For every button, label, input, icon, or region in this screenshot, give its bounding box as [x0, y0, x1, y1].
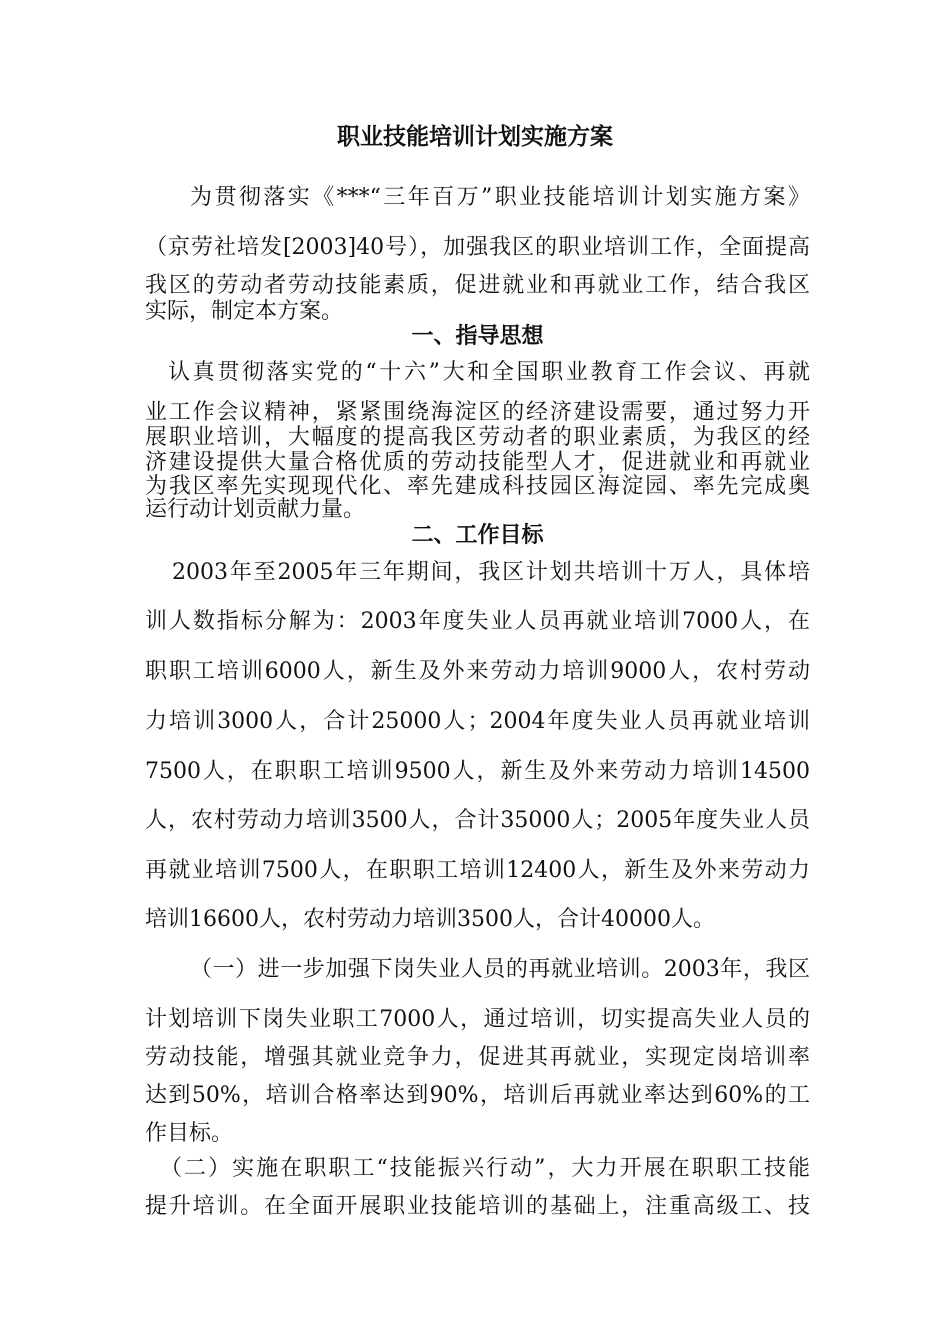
section-heading-work-goals: 二、工作目标	[411, 522, 544, 548]
item1-line-5: 作目标。	[145, 1121, 234, 1146]
item1-line-4: 达到50%，培训合格率达到90%，培训后再就业率达到60%的工	[145, 1083, 810, 1108]
section1-line-3: 展职业培训，大幅度的提高我区劳动者的职业素质，为我区的经	[145, 425, 810, 450]
section1-line-1: 认真贯彻落实党的“十六”大和全国职业教育工作会议、再就	[168, 360, 810, 385]
section2-line-5: 7500人，在职职工培训9500人，新生及外来劳动力培训14500	[145, 759, 810, 784]
section2-line-1: 2003年至2005年三年期间，我区计划共培训十万人，具体培	[172, 560, 810, 585]
section2-line-2: 训人数指标分解为：2003年度失业人员再就业培训7000人，在	[145, 609, 810, 634]
document-title: 职业技能培训计划实施方案	[337, 123, 613, 150]
section2-line-3: 职职工培训6000人，新生及外来劳动力培训9000人，农村劳动	[145, 659, 810, 684]
section2-line-6: 人，农村劳动力培训3500人，合计35000人；2005年度失业人员	[145, 808, 810, 833]
section2-line-8: 培训16600人，农村劳动力培训3500人，合计40000人。	[145, 907, 715, 932]
section1-line-4: 济建设提供大量合格优质的劳动技能型人才，促进就业和再就业	[145, 450, 810, 475]
item1-line-1: （一）进一步加强下岗失业人员的再就业培训。2003年，我区	[190, 957, 810, 982]
item1-line-2: 计划培训下岗失业职工7000人，通过培训，切实提高失业人员的	[145, 1007, 810, 1032]
intro-line-1: 为贯彻落实《***“三年百万”职业技能培训计划实施方案》	[190, 185, 810, 210]
section-heading-guiding-ideology: 一、指导思想	[411, 323, 544, 349]
section1-line-2: 业工作会议精神，紧紧围绕海淀区的经济建设需要，通过努力开	[145, 400, 810, 425]
intro-line-4: 实际，制定本方案。	[145, 299, 344, 324]
item1-line-3: 劳动技能，增强其就业竞争力，促进其再就业，实现定岗培训率	[145, 1045, 810, 1070]
section1-line-6: 运行动计划贡献力量。	[145, 497, 366, 522]
intro-line-2: （京劳社培发[2003]40号），加强我区的职业培训工作，全面提高	[145, 235, 810, 260]
section2-line-7: 再就业培训7500人，在职职工培训12400人，新生及外来劳动力	[145, 858, 810, 883]
item2-line-2: 提升培训。在全面开展职业技能培训的基础上，注重高级工、技	[145, 1194, 810, 1219]
section2-line-4: 力培训3000人，合计25000人；2004年度失业人员再就业培训	[145, 709, 810, 734]
section1-line-5: 为我区率先实现现代化、率先建成科技园区海淀园、率先完成奥	[145, 474, 810, 499]
intro-line-3: 我区的劳动者劳动技能素质，促进就业和再就业工作，结合我区	[145, 273, 810, 298]
item2-line-1: （二）实施在职职工“技能振兴行动”，大力开展在职职工技能	[160, 1156, 810, 1181]
